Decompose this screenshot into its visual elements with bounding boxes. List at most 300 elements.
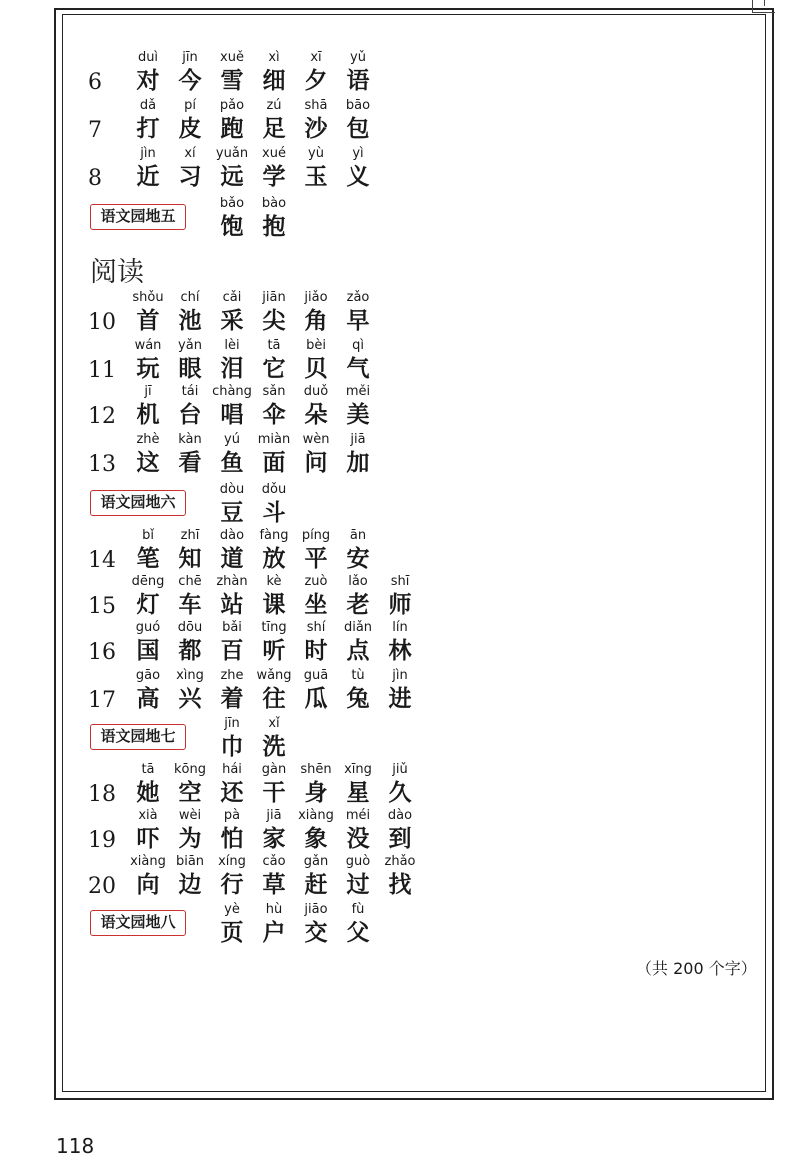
character-cell: [294, 854, 338, 900]
pinyin: cǎi: [222, 290, 242, 305]
pinyin: bāo: [345, 98, 371, 113]
hanzi: 边: [178, 871, 202, 898]
pinyin: tā: [267, 338, 281, 353]
pinyin: tù: [351, 668, 365, 683]
hanzi: 进: [388, 685, 412, 712]
garden-row: [0, 196, 800, 242]
pinyin: wèi: [178, 808, 202, 823]
character-cell: [168, 574, 212, 620]
character-cell: [378, 668, 422, 714]
pinyin: fù: [351, 902, 365, 917]
hanzi: 采: [220, 307, 244, 334]
pinyin: guò: [345, 854, 371, 869]
pinyin: jiāo: [304, 902, 328, 917]
pinyin: duì: [137, 50, 159, 65]
character-cell: [168, 146, 212, 192]
pinyin: xiàng: [298, 808, 334, 823]
hanzi: 斗: [262, 499, 286, 526]
hanzi: 泪: [220, 355, 244, 382]
character-cell: [210, 338, 254, 384]
character-cell: [126, 528, 170, 574]
hanzi: 池: [178, 307, 202, 334]
character-cell: [126, 808, 170, 854]
pinyin: lǎo: [348, 574, 368, 589]
character-cell: [252, 482, 296, 528]
character-cell: [294, 338, 338, 384]
character-cell: [294, 528, 338, 574]
pinyin: fàng: [259, 528, 289, 543]
hanzi: 久: [388, 779, 412, 806]
lesson-row: [0, 668, 800, 714]
hanzi: 怕: [220, 825, 244, 852]
hanzi: 兔: [346, 685, 370, 712]
character-cell: [168, 854, 212, 900]
hanzi: 皮: [178, 115, 202, 142]
corner-ornament: [752, 0, 775, 13]
hanzi: 唱: [220, 401, 244, 428]
hanzi: 找: [388, 871, 412, 898]
lesson-row: [0, 146, 800, 192]
pinyin: lín: [392, 620, 408, 635]
hanzi: 放: [262, 545, 286, 572]
hanzi: 道: [220, 545, 244, 572]
character-cell: [336, 808, 380, 854]
character-cell: [252, 432, 296, 478]
hanzi: 贝: [304, 355, 328, 382]
hanzi: 看: [178, 449, 202, 476]
pinyin: jīn: [224, 716, 240, 731]
garden-label: 语文园地七: [90, 724, 186, 750]
hanzi: 向: [136, 871, 160, 898]
pinyin: jiā: [350, 432, 366, 447]
hanzi: 打: [136, 115, 160, 142]
pinyin: chē: [178, 574, 202, 589]
pinyin: pà: [223, 808, 241, 823]
pinyin: shǒu: [132, 290, 164, 305]
hanzi: 交: [304, 919, 328, 946]
hanzi: 师: [388, 591, 412, 618]
character-cell: [252, 762, 296, 808]
pinyin: yǔ: [350, 50, 366, 65]
character-cell: [210, 620, 254, 666]
lesson-row: [0, 432, 800, 478]
hanzi: 国: [136, 637, 160, 664]
character-cell: [126, 762, 170, 808]
pinyin: yù: [308, 146, 324, 161]
pinyin: tīng: [261, 620, 287, 635]
hanzi: 美: [346, 401, 370, 428]
lesson-number: 13: [88, 452, 116, 477]
garden-label: 语文园地六: [90, 490, 186, 516]
pinyin: chàng: [212, 384, 252, 399]
pinyin: bèi: [306, 338, 326, 353]
character-cell: [210, 432, 254, 478]
pinyin: xìng: [176, 668, 204, 683]
pinyin: xì: [268, 50, 280, 65]
character-cell: [210, 854, 254, 900]
hanzi: 还: [220, 779, 244, 806]
pinyin: xǐ: [268, 716, 280, 731]
pinyin: jiǔ: [392, 762, 408, 777]
pinyin: lèi: [224, 338, 240, 353]
character-cell: [126, 290, 170, 336]
pinyin: guó: [135, 620, 161, 635]
character-cell: [210, 98, 254, 144]
pinyin: xuě: [220, 50, 244, 65]
pinyin: pǎo: [219, 98, 245, 113]
character-cell: [252, 902, 296, 948]
character-cell: [126, 620, 170, 666]
character-cell: [210, 146, 254, 192]
garden-row: [0, 482, 800, 528]
hanzi: 站: [220, 591, 244, 618]
pinyin: shēn: [300, 762, 332, 777]
character-cell: [336, 620, 380, 666]
lesson-number: 8: [88, 166, 102, 191]
hanzi: 跑: [220, 115, 244, 142]
hanzi: 笔: [136, 545, 160, 572]
character-cell: [252, 574, 296, 620]
character-cell: [210, 290, 254, 336]
pinyin: wǎng: [256, 668, 292, 683]
character-cell: [294, 146, 338, 192]
pinyin: dào: [219, 528, 245, 543]
hanzi: 巾: [220, 733, 244, 760]
pinyin: qì: [352, 338, 364, 353]
pinyin: zhè: [136, 432, 160, 447]
lesson-row: [0, 384, 800, 430]
pinyin: gāo: [135, 668, 161, 683]
hanzi: 雪: [220, 67, 244, 94]
lesson-row: [0, 290, 800, 336]
lesson-row: [0, 98, 800, 144]
character-cell: [252, 196, 296, 242]
hanzi: 空: [178, 779, 202, 806]
pinyin: yú: [224, 432, 240, 447]
pinyin: xiàng: [130, 854, 166, 869]
lesson-row: [0, 854, 800, 900]
hanzi: 林: [388, 637, 412, 664]
character-cell: [252, 854, 296, 900]
pinyin: dòu: [219, 482, 245, 497]
character-cell: [294, 574, 338, 620]
hanzi: 抱: [262, 213, 286, 240]
character-cell: [168, 290, 212, 336]
pinyin: ān: [349, 528, 367, 543]
character-cell: [294, 432, 338, 478]
character-cell: [126, 98, 170, 144]
character-cell: [294, 668, 338, 714]
character-cell: [168, 50, 212, 96]
hanzi: 面: [262, 449, 286, 476]
hanzi: 坐: [304, 591, 328, 618]
character-cell: [336, 432, 380, 478]
hanzi: 夕: [304, 67, 328, 94]
hanzi: 平: [304, 545, 328, 572]
character-cell: [168, 338, 212, 384]
hanzi: 身: [304, 779, 328, 806]
character-cell: [126, 50, 170, 96]
hanzi: 为: [178, 825, 202, 852]
character-cell: [294, 808, 338, 854]
lesson-number: 20: [88, 874, 116, 899]
pinyin: bǎo: [219, 196, 245, 211]
pinyin: tái: [181, 384, 199, 399]
pinyin: yè: [224, 902, 240, 917]
hanzi: 安: [346, 545, 370, 572]
pinyin: duǒ: [303, 384, 329, 399]
character-cell: [294, 620, 338, 666]
hanzi: 过: [346, 871, 370, 898]
pinyin: kè: [266, 574, 282, 589]
character-cell: [252, 290, 296, 336]
character-cell: [252, 338, 296, 384]
lesson-row: [0, 50, 800, 96]
lesson-row: [0, 528, 800, 574]
character-cell: [252, 716, 296, 762]
pinyin: shā: [304, 98, 328, 113]
hanzi: 机: [136, 401, 160, 428]
pinyin: hù: [265, 902, 283, 917]
pinyin: xī: [310, 50, 322, 65]
pinyin: hái: [222, 762, 242, 777]
pinyin: diǎn: [343, 620, 373, 635]
lesson-number: 10: [88, 310, 116, 335]
pinyin: dōu: [177, 620, 203, 635]
character-cell: [378, 620, 422, 666]
character-cell: [336, 902, 380, 948]
hanzi: 听: [262, 637, 286, 664]
lesson-row: [0, 808, 800, 854]
page-number: 118: [56, 1134, 95, 1158]
character-cell: [126, 854, 170, 900]
pinyin: zhàn: [216, 574, 248, 589]
hanzi: 洗: [262, 733, 286, 760]
hanzi: 首: [136, 307, 160, 334]
hanzi: 近: [136, 163, 160, 190]
hanzi: 老: [346, 591, 370, 618]
hanzi: 星: [346, 779, 370, 806]
pinyin: guā: [303, 668, 329, 683]
garden-row: [0, 716, 800, 762]
character-cell: [168, 668, 212, 714]
lesson-number: 11: [88, 358, 116, 383]
pinyin: tā: [141, 762, 155, 777]
character-cell: [210, 762, 254, 808]
character-cell: [294, 384, 338, 430]
hanzi: 灯: [136, 591, 160, 618]
pinyin: xīng: [344, 762, 372, 777]
character-cell: [210, 528, 254, 574]
character-cell: [168, 620, 212, 666]
lesson-row: [0, 338, 800, 384]
lesson-number: 7: [88, 118, 102, 143]
pinyin: dào: [387, 808, 413, 823]
character-cell: [126, 384, 170, 430]
pinyin: bǎi: [222, 620, 242, 635]
hanzi: 知: [178, 545, 202, 572]
pinyin: pí: [184, 98, 196, 113]
hanzi: 高: [136, 685, 160, 712]
character-cell: [252, 50, 296, 96]
hanzi: 细: [262, 67, 286, 94]
character-cell: [126, 574, 170, 620]
character-cell: [210, 384, 254, 430]
pinyin: měi: [345, 384, 371, 399]
hanzi: 着: [220, 685, 244, 712]
hanzi: 早: [346, 307, 370, 334]
character-cell: [126, 146, 170, 192]
character-cell: [168, 808, 212, 854]
pinyin: píng: [301, 528, 331, 543]
character-cell: [294, 98, 338, 144]
total-character-count: （共 200 个字）: [636, 959, 757, 978]
pinyin: shī: [390, 574, 410, 589]
character-cell: [336, 338, 380, 384]
hanzi: 户: [262, 919, 286, 946]
pinyin: yuǎn: [215, 146, 249, 161]
hanzi: 尖: [262, 307, 286, 334]
pinyin: dēng: [131, 574, 165, 589]
pinyin: dǒu: [261, 482, 287, 497]
pinyin: gǎn: [303, 854, 329, 869]
pinyin: cǎo: [262, 854, 286, 869]
hanzi: 她: [136, 779, 160, 806]
garden-label: 语文园地八: [90, 910, 186, 936]
hanzi: 伞: [262, 401, 286, 428]
pinyin: wán: [134, 338, 162, 353]
character-cell: [168, 384, 212, 430]
hanzi: 这: [136, 449, 160, 476]
pinyin: chí: [180, 290, 200, 305]
pinyin: jìn: [392, 668, 408, 683]
hanzi: 时: [304, 637, 328, 664]
lesson-number: 16: [88, 640, 116, 665]
hanzi: 它: [262, 355, 286, 382]
character-cell: [210, 902, 254, 948]
hanzi: 页: [220, 919, 244, 946]
hanzi: 玩: [136, 355, 160, 382]
lesson-row: [0, 620, 800, 666]
character-cell: [378, 762, 422, 808]
pinyin: sǎn: [262, 384, 286, 399]
hanzi: 气: [346, 355, 370, 382]
hanzi: 玉: [304, 163, 328, 190]
character-cell: [336, 574, 380, 620]
hanzi: 课: [262, 591, 286, 618]
pinyin: zú: [266, 98, 282, 113]
garden-label: 语文园地五: [90, 204, 186, 230]
lesson-number: 6: [88, 70, 102, 95]
pinyin: kōng: [174, 762, 206, 777]
hanzi: 豆: [220, 499, 244, 526]
character-cell: [378, 854, 422, 900]
hanzi: 象: [304, 825, 328, 852]
lesson-number: 19: [88, 828, 116, 853]
character-cell: [378, 808, 422, 854]
pinyin: wèn: [302, 432, 330, 447]
pinyin: zhe: [220, 668, 244, 683]
character-cell: [252, 808, 296, 854]
character-cell: [210, 668, 254, 714]
pinyin: bào: [261, 196, 287, 211]
hanzi: 学: [262, 163, 286, 190]
hanzi: 沙: [304, 115, 328, 142]
character-cell: [210, 196, 254, 242]
lesson-number: 17: [88, 688, 116, 713]
lesson-number: 14: [88, 548, 116, 573]
lesson-row: [0, 762, 800, 808]
character-cell: [336, 854, 380, 900]
character-cell: [336, 290, 380, 336]
hanzi: 包: [346, 115, 370, 142]
character-cell: [336, 50, 380, 96]
hanzi: 义: [346, 163, 370, 190]
hanzi: 点: [346, 637, 370, 664]
character-cell: [210, 574, 254, 620]
hanzi: 到: [388, 825, 412, 852]
pinyin: jiān: [262, 290, 286, 305]
hanzi: 饱: [220, 213, 244, 240]
character-cell: [336, 384, 380, 430]
pinyin: miàn: [257, 432, 291, 447]
character-cell: [252, 668, 296, 714]
hanzi: 父: [346, 919, 370, 946]
pinyin: bǐ: [142, 528, 154, 543]
hanzi: 百: [220, 637, 244, 664]
hanzi: 远: [220, 163, 244, 190]
pinyin: kàn: [178, 432, 202, 447]
character-cell: [126, 668, 170, 714]
hanzi: 都: [178, 637, 202, 664]
hanzi: 往: [262, 685, 286, 712]
hanzi: 足: [262, 115, 286, 142]
hanzi: 没: [346, 825, 370, 852]
hanzi: 赶: [304, 871, 328, 898]
hanzi: 对: [136, 67, 160, 94]
character-cell: [210, 50, 254, 96]
character-cell: [336, 668, 380, 714]
hanzi: 角: [304, 307, 328, 334]
hanzi: 今: [178, 67, 202, 94]
character-cell: [210, 482, 254, 528]
character-cell: [168, 528, 212, 574]
hanzi: 车: [178, 591, 202, 618]
character-cell: [336, 762, 380, 808]
pinyin: jìn: [140, 146, 156, 161]
pinyin: dǎ: [139, 98, 157, 113]
character-cell: [294, 50, 338, 96]
hanzi: 家: [262, 825, 286, 852]
hanzi: 问: [304, 449, 328, 476]
hanzi: 干: [262, 779, 286, 806]
character-cell: [336, 528, 380, 574]
character-cell: [336, 98, 380, 144]
pinyin: méi: [345, 808, 371, 823]
hanzi: 行: [220, 871, 244, 898]
character-cell: [252, 384, 296, 430]
pinyin: biān: [175, 854, 205, 869]
pinyin: xià: [138, 808, 158, 823]
pinyin: jīn: [182, 50, 198, 65]
hanzi: 吓: [136, 825, 160, 852]
character-cell: [126, 432, 170, 478]
hanzi: 鱼: [220, 449, 244, 476]
hanzi: 瓜: [304, 685, 328, 712]
pinyin: yì: [352, 146, 364, 161]
hanzi: 习: [178, 163, 202, 190]
character-cell: [294, 762, 338, 808]
